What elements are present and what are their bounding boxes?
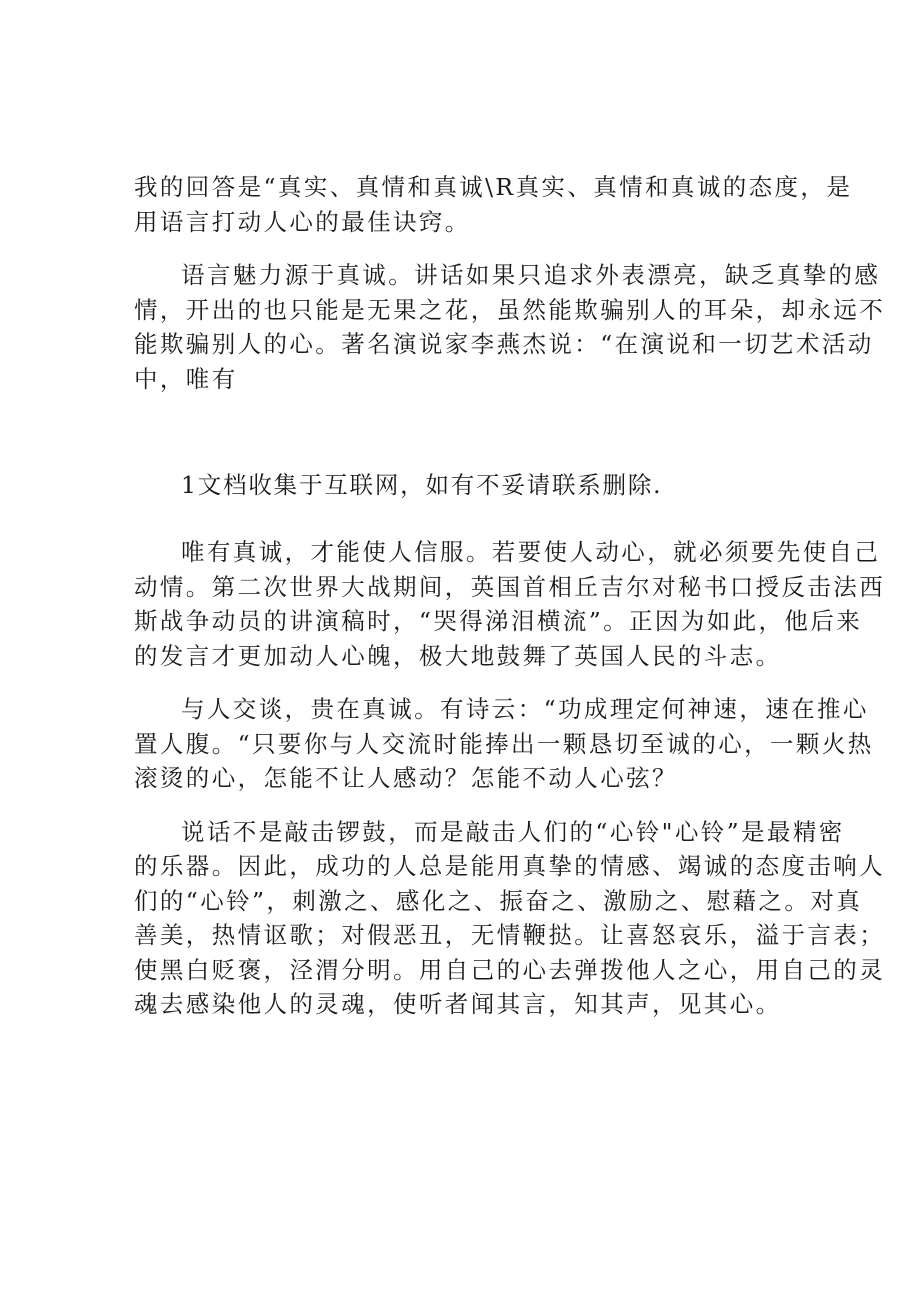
text-line: 斯战争动员的讲演稿时，“哭得涕泪横流”。正因为如此，他后来 bbox=[134, 607, 863, 635]
text-line: 置人腹。“只要你与人交流时能捧出一颗恳切至诚的心，一颗火热 bbox=[134, 729, 874, 758]
text-line: 使黑白贬褒，泾渭分明。用自己的心去弹拨他人之心，用自己的灵 bbox=[134, 955, 886, 984]
paragraph-sincerity bbox=[134, 258, 886, 396]
text-line: 滚烫的心，怎能不让人感动？怎能不动人心弦？ bbox=[134, 764, 678, 792]
text-line: 与人交谈，贵在真诚。有诗云：“功成理定何神速，速在推心 bbox=[181, 695, 869, 723]
text-line: 用语言打动人心的最佳诀窍。 bbox=[134, 207, 471, 236]
paragraph-conviction bbox=[134, 535, 886, 673]
paragraph-answer bbox=[134, 170, 853, 239]
footer-note: 1文档收集于互联网，如有不妥请联系删除. bbox=[181, 471, 663, 499]
text-line: 语言魅力源于真诚。讲话如果只追求外表漂亮，缺乏真挚的感 bbox=[181, 261, 881, 289]
text-line: 能欺骗别人的心。著名演说家李燕杰说：“在演说和一切艺术活动 bbox=[134, 330, 874, 358]
text-block-top bbox=[134, 170, 886, 396]
text-block-bottom bbox=[134, 535, 886, 1022]
text-line: 唯有真诚，才能使人信服。若要使人动心，就必须要先使自己 bbox=[181, 538, 881, 566]
text-line: 我的回答是“真实、真情和真诚\R真实、真情和真诚的态度，是 bbox=[134, 173, 853, 201]
text-line: 的乐器。因此，成功的人总是能用真挚的情感、竭诚的态度击响人 bbox=[134, 852, 886, 880]
text-line: 的发言才更加动人心魄，极大地鼓舞了英国人民的斗志。 bbox=[134, 641, 782, 670]
paragraph-heart-bell bbox=[134, 815, 886, 1022]
text-line: 动情。第二次世界大战期间，英国首相丘吉尔对秘书口授反击法西 bbox=[134, 572, 886, 601]
text-line: 情，开出的也只能是无果之花，虽然能欺骗别人的耳朵，却永远不 bbox=[134, 295, 886, 324]
text-line: 善美，热情讴歌；对假恶丑，无情鞭挞。让喜怒哀乐，溢于言表； bbox=[134, 921, 886, 949]
paragraph-conversation bbox=[134, 692, 874, 796]
text-line: 说话不是敲击锣鼓，而是敲击人们的“心铃"心铃”是最精密 bbox=[181, 817, 845, 846]
text-line: 们的“心铃”，刺激之、感化之、振奋之、激励之、慰藉之。对真 bbox=[134, 886, 863, 915]
text-line: 魂去感染他人的灵魂，使听者闻其言，知其声，见其心。 bbox=[134, 990, 782, 1018]
text-line: 中，唯有 bbox=[134, 364, 238, 393]
